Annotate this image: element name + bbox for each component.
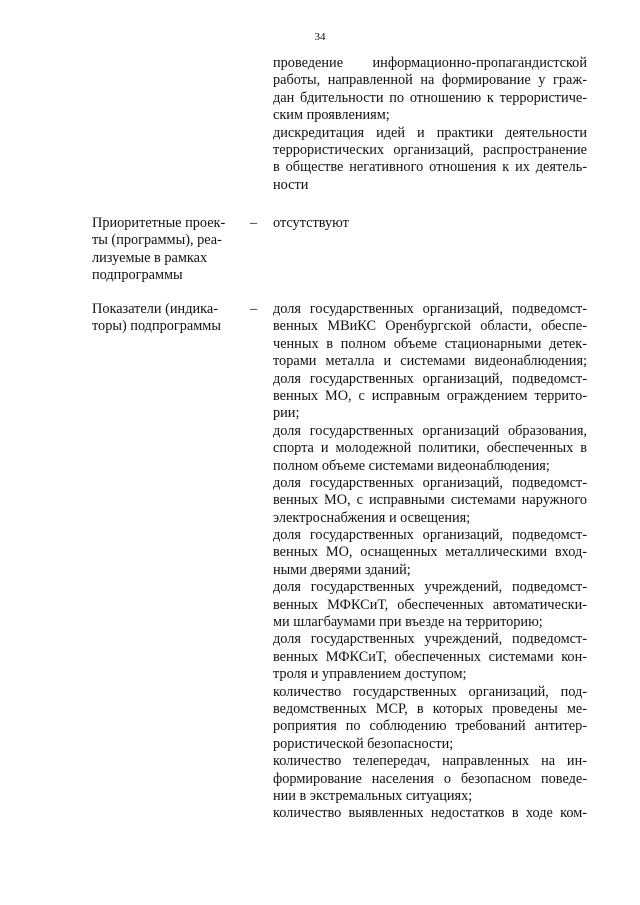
indicator-line: доля государственных учреждений, подведомст- (273, 631, 587, 648)
indicators-label-line: торы) подпрограммы (92, 318, 221, 335)
indicator-line: венных МФКСиТ, обеспеченных автоматически- (273, 596, 587, 613)
indicators-label (92, 301, 244, 336)
intro-line: ности (273, 176, 309, 193)
priority-projects-value-text: отсутствуют (273, 215, 349, 231)
indicator-line: ченных в полном объеме стационарными детек- (273, 335, 587, 352)
indicator-line: доля государственных организаций, подведомст- (273, 301, 587, 317)
indicator-line: количество выявленных недостатков в ходе ком- (273, 805, 587, 822)
intro-text (273, 55, 587, 194)
indicator-line: доля государственных организаций образования, (273, 422, 587, 439)
indicator-line: доля государственных организаций, подведомст- (273, 527, 587, 544)
indicator-line: спорта и молодежной политики, обеспеченных в (273, 440, 587, 457)
indicator-line: доля государственных организаций, подведомст- (273, 370, 587, 387)
indicator-line: венных МО, с исправным ограждением террито- (273, 387, 587, 404)
priority-projects-label (92, 215, 244, 285)
indicator-line: венных МВиКС Оренбургской области, обеспе- (273, 318, 587, 335)
intro-line: работы, направленной на формирование у граж- (273, 72, 587, 89)
indicators-dash: – (250, 301, 258, 317)
indicator-line: венных МО, с исправными системами наружного (273, 492, 587, 509)
intro-line: дискредитация идей и практики деятельности (273, 124, 587, 141)
indicator-line: количество государственных организаций, под- (273, 683, 587, 700)
intro-line: дан бдительности по отношению к террористиче- (273, 89, 587, 106)
priority-projects-label-line: лизуемые в рамках (92, 249, 208, 266)
intro-line: террористических организаций, распространение (273, 141, 587, 158)
indicators-text (273, 301, 587, 823)
indicator-line: доля государственных учреждений, подведомст- (273, 579, 587, 596)
indicator-line: торами металла и системами видеонаблюдения; (273, 353, 587, 370)
priority-projects-label-line: подпрограммы (92, 267, 183, 284)
intro-line: ским проявлениям; (273, 107, 390, 124)
intro-line: проведение информационно-пропагандистской (273, 55, 587, 71)
indicator-line: формирование населения о безопасном поведе- (273, 770, 587, 787)
indicator-line: нии в экстремальных ситуациях; (273, 787, 473, 804)
indicator-line: венных МО, оснащенных металлическими вход- (273, 544, 587, 561)
indicator-line: рористической безопасности; (273, 735, 454, 752)
indicators-label-line: Показатели (индика- (92, 301, 218, 317)
indicator-line: доля государственных организаций, подведомст- (273, 474, 587, 491)
intro-line: в обществе негативного отношения к их деятель- (273, 159, 587, 176)
indicator-line: ными дверями зданий; (273, 561, 411, 578)
indicator-line: электроснабжения и освещения; (273, 509, 471, 526)
indicator-line: венных МФКСиТ, обеспеченных системами кон- (273, 648, 587, 665)
page-number: 34 (314, 31, 326, 43)
priority-projects-label-line: ты (программы), реа- (92, 232, 222, 249)
indicator-line: троля и управлением доступом; (273, 666, 467, 683)
indicator-line: ведомственных МСР, в которых проведены ме- (273, 700, 587, 717)
priority-projects-label-line: Приоритетные проек- (92, 215, 226, 231)
priority-projects-dash: – (250, 215, 258, 231)
indicator-line: рии; (273, 405, 300, 422)
indicator-line: полном объеме системами видеонаблюдения; (273, 457, 550, 474)
indicator-line: роприятия по соблюдению требований антитер- (273, 718, 587, 735)
indicator-line: количество телепередач, направленных на ин- (273, 753, 587, 770)
priority-projects-value (273, 215, 587, 232)
indicator-line: ми шлагбаумами при въезде на территорию; (273, 614, 543, 631)
